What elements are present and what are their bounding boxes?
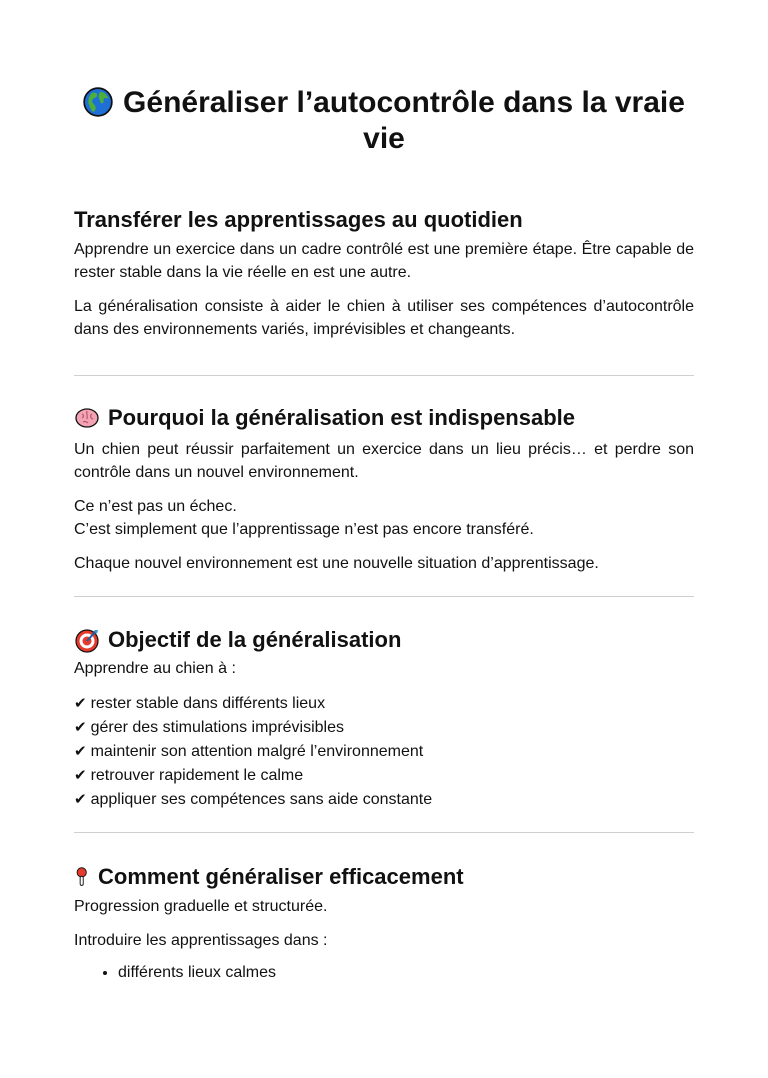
- heading-text: Objectif de la généralisation: [108, 627, 402, 652]
- checklist: [74, 692, 694, 812]
- heading-text: Comment généraliser efficacement: [98, 864, 464, 889]
- brain-icon: [74, 405, 100, 431]
- globe-icon: [83, 87, 113, 117]
- paragraph: Progression graduelle et structurée.: [74, 898, 328, 915]
- checklist-item: [74, 692, 694, 716]
- checklist-item: [74, 764, 694, 788]
- page-title: [74, 85, 694, 157]
- heading-text: Pourquoi la généralisation est indispensable: [108, 405, 575, 430]
- title-text: Généraliser l’autocontrôle dans la vraie vie: [123, 86, 685, 155]
- paragraph: C’est simplement que l’apprentissage n’est pas encore transféré.: [74, 521, 534, 538]
- section-heading: Transférer les apprentissages au quotidien: [74, 207, 523, 232]
- check-icon: ✔: [74, 719, 87, 736]
- section-why: [74, 404, 694, 575]
- item-text: appliquer ses compétences sans aide constante: [90, 791, 433, 808]
- target-icon: [74, 627, 100, 653]
- paragraph: La généralisation consiste à aider le chien à utiliser ses compétences d’autocontrôle dans des environnements variés, imprévisibles et changeants.: [74, 298, 694, 338]
- divider: [74, 375, 694, 376]
- divider: [74, 596, 694, 597]
- intro-text: Apprendre au chien à :: [74, 660, 236, 677]
- checklist-item: [74, 788, 694, 812]
- check-icon: ✔: [74, 695, 87, 712]
- item-text: maintenir son attention malgré l’environnement: [90, 743, 424, 760]
- paragraph: Un chien peut réussir parfaitement un exercice dans un lieu précis… et perdre son contrôle dans un nouvel environnement.: [74, 441, 694, 481]
- section-objective: [74, 626, 694, 812]
- paragraph: Chaque nouvel environnement est une nouvelle situation d’apprentissage.: [74, 555, 599, 572]
- item-text: retrouver rapidement le calme: [90, 767, 304, 784]
- section-heading: [74, 404, 694, 432]
- check-icon: ✔: [74, 767, 87, 784]
- check-icon: ✔: [74, 791, 87, 808]
- item-text: gérer des stimulations imprévisibles: [90, 719, 345, 736]
- section-heading: [74, 626, 694, 654]
- item-text: rester stable dans différents lieux: [90, 695, 326, 712]
- section-transfer: [74, 206, 694, 341]
- paragraph: Apprendre un exercice dans un cadre contrôlé est une première étape. Être capable de rester stable dans la vie réelle en est une autre.: [74, 241, 694, 281]
- section-how: [74, 863, 694, 984]
- pushpin-icon: [74, 864, 94, 890]
- list-item: • différents lieux calmes: [118, 961, 694, 984]
- check-icon: ✔: [74, 743, 87, 760]
- paragraph: Ce n’est pas un échec.: [74, 498, 237, 515]
- divider: [74, 832, 694, 833]
- checklist-item: [74, 740, 694, 764]
- checklist-item: [74, 716, 694, 740]
- bullet-list: [74, 961, 694, 984]
- section-heading: [74, 863, 694, 891]
- paragraph: Introduire les apprentissages dans :: [74, 932, 328, 949]
